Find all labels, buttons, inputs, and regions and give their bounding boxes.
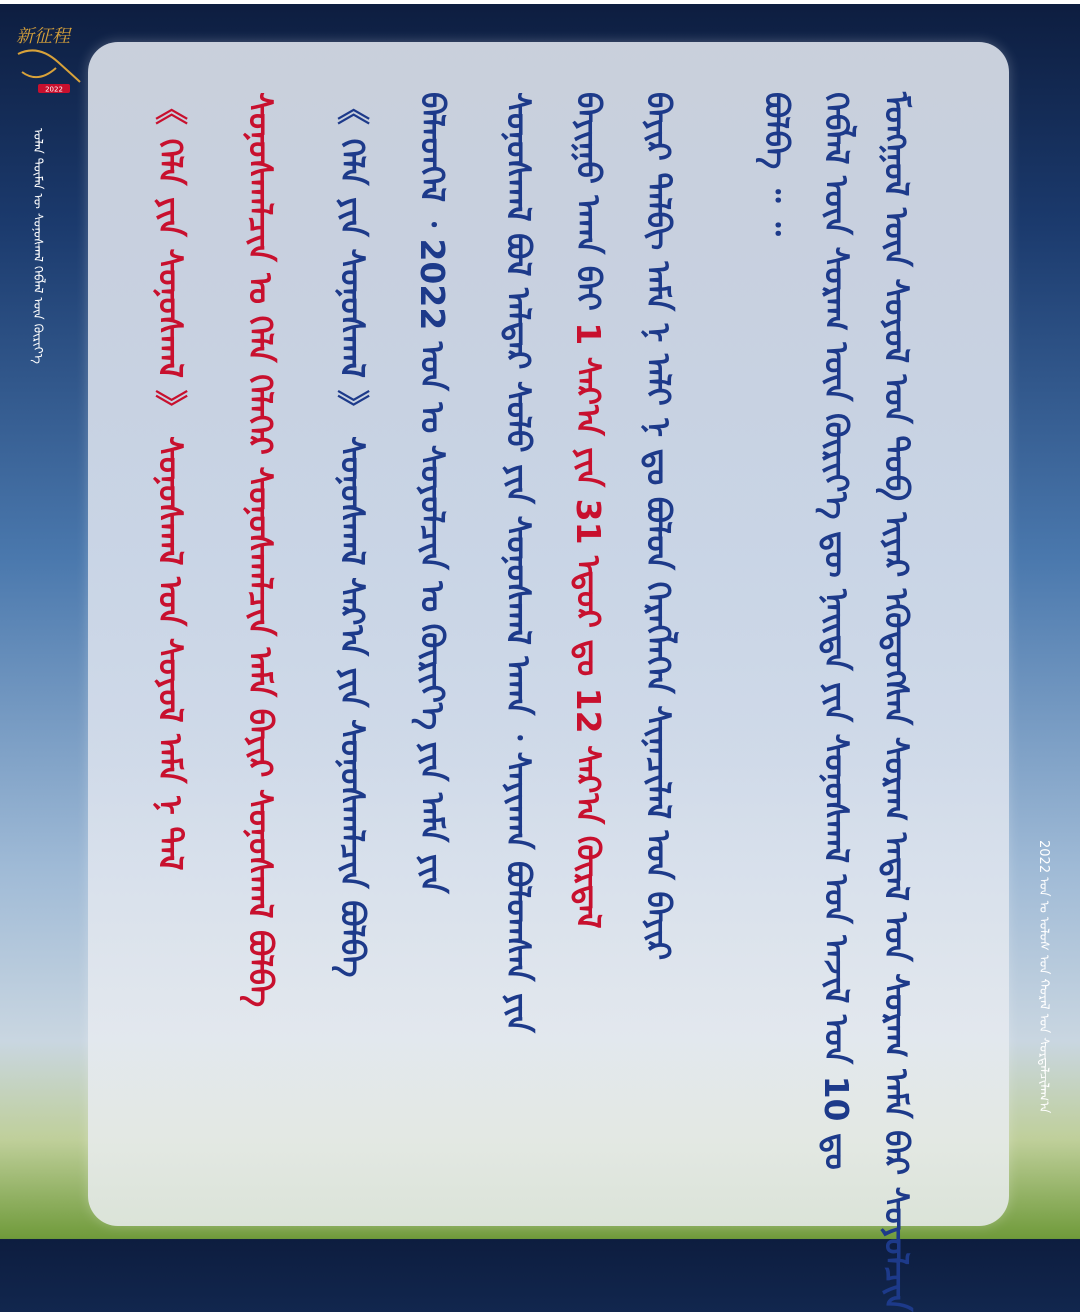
top-strip xyxy=(0,0,1080,4)
number-segment: 2022 xyxy=(413,238,452,331)
logo-text: 新征程 xyxy=(16,26,70,47)
text-segment: ᠪᠣᠯᠪᠠ ᠃ ᠃ xyxy=(757,92,796,236)
text-column-5 xyxy=(569,92,608,1172)
text-segment: ᠪᠡᠯᠡᠳᠬᠡᠯ ᠂ xyxy=(413,92,452,239)
text-segment: 12 xyxy=(569,687,608,734)
text-segment: ᠡᠳᠦᠷ ᠳᠤ xyxy=(569,544,608,688)
text-column-10 xyxy=(151,92,190,1172)
text-segment: ᠰᠣᠨᠣᠰᠬᠠᠯ ᠪᠣᠯ ᠠᠯᠳᠠᠷ ᠰᠣᠯᠣ ᠶᠢᠨ ᠰᠣᠨᠣᠰᠬᠠᠯ ᠠᠬᠠ ᠂ ᠰᠠᠶᠢᠬᠠᠨ ᠪᠣᠯᠤᠭᠰᠠᠨ ᠶᠢᠨ xyxy=(499,92,538,1033)
text-column-4 xyxy=(639,92,678,1172)
text-segment: ᠬᠡᠪᠯᠡᠯ ᠦᠨ ᠰᠤᠷᠠᠭ ᠦᠨ ᠬᠦᠷᠢᠶ᠎ᠡ ᠳᠦ ᠨᠡᠢᠲᠡ ᠶᠢᠨ ᠰᠣᠨᠣᠰᠬᠠᠯ ᠤᠨ ᠠᠵᠢᠯ ᠤᠨ xyxy=(817,92,856,1076)
text-segment: 《 ᠬᠡᠯᠡ ᠶᠢᠨ ᠰᠣᠨᠣᠰᠬᠠᠯ 》 ᠰᠣᠨᠣᠰᠬᠠᠯ ᠤᠨ ᠰᠣᠶᠣᠯ ᠠᠮᠠ ᠨ ᠲᠠᠯ xyxy=(151,92,190,871)
logo-year: 2022 xyxy=(45,85,63,94)
text-column-6 xyxy=(499,92,538,1172)
text-segment: 《 ᠬᠡᠯᠡ ᠶᠢᠨ ᠰᠣᠨᠣᠰᠬᠠᠯ 》 ᠰᠣᠨᠣᠰᠬᠠᠯ ᠰᠠᠷ᠎ᠠ ᠶᠢᠨ ᠰᠣᠨᠣᠰᠬᠠᠯᠴᠢᠨ ᠪᠣᠯᠪᠠ xyxy=(333,92,372,978)
text-column-8 xyxy=(333,92,372,1172)
text-panel xyxy=(88,42,1009,1226)
left-caption: ᠣᠯᠠᠨ ᠲᠦᠮᠡᠨ ᠦ ᠰᠣᠨᠣᠰᠬᠠᠯ ᠬᠡᠪᠯᠡᠯ ᠦᠨ ᠬᠦᠷᠢᠶ᠎ᠡ xyxy=(31,128,46,364)
right-caption: 2022 ᠣᠨ ᠤ ᠤᠯᠤᠰ ᠤᠨ ᠬᠤᠷᠠᠯ ᠤᠨ ᠰᠤᠷᠲᠠᠯᠴᠢᠯᠠᠭ᠎ᠠ xyxy=(1036,840,1051,1114)
text-segment: ᠮᠣᠩᠭᠤᠯ ᠦᠨ ᠰᠣᠶᠣᠯ ᠤᠨ ᠲᠣᠪ ᠢᠶᠠᠷ ᠡᠭᠦᠳᠦᠭᠰᠡᠨ ᠰᠤᠷᠠᠭ ᠠᠳᠠᠯ ᠤᠨ ᠰᠤᠷᠠᠭ ᠠᠮᠠ ᠪᠠᠷ ᠰᠣᠶᠣᠯᠴᠢᠨ xyxy=(877,92,916,1312)
text-segment: ᠳᠤ xyxy=(817,1121,856,1170)
logo-calligraphy-icon xyxy=(8,14,86,104)
logo xyxy=(8,14,86,104)
text-column-7 xyxy=(413,92,452,1172)
text-segment: ᠰᠠᠷ᠎ᠠ ᠬᠦᠷᠲᠡᠯ xyxy=(569,733,608,929)
text-segment: ᠰᠣᠨᠣᠰᠬᠠᠯᠴᠢᠨ ᠤ ᠬᠡᠯᠡ ᠬᠡᠯᠡᠭᠡᠷ ᠰᠣᠨᠣᠰᠬᠠᠯᠴᠢᠨ ᠠᠮᠠ ᠪᠠᠶᠢᠷ ᠰᠣᠨᠣᠰᠬᠠᠯ ᠪᠣᠯᠪᠠ xyxy=(241,92,280,1008)
text-segment: ᠪᠠᠶᠢᠭᠤ ᠠᠬᠠ ᠪᠠᠢ xyxy=(569,92,608,323)
text-segment: 1 xyxy=(569,322,608,346)
text-segment: ᠰᠠᠷ᠎ᠠ ᠶᠢᠨ xyxy=(569,345,608,499)
text-segment: 31 xyxy=(569,498,608,545)
text-column-2 xyxy=(817,92,856,1172)
number-segment: 10 xyxy=(817,1075,856,1122)
text-column-1 xyxy=(877,92,916,1312)
text-segment: ᠣᠨ ᠤ ᠰᠣᠶᠣᠯᠴᠢᠨ ᠤ ᠬᠦᠷᠢᠶ᠎ᠡ ᠶᠢᠨ ᠠᠮᠠ ᠶᠢᠨ xyxy=(413,330,452,894)
text-column-3 xyxy=(757,92,796,1172)
text-segment: ᠪᠠᠶᠢᠷ ᠲᠠᠯᠪᠢ ᠠᠮᠠ ᠨ ᠠᠯᠢ ᠨ ᠳᠤ ᠪᠣᠯᠤᠨ ᠬᠡᠷᠡᠭᠯᠡᠭᠡᠨ ᠰᠢᠨᠡᠴᠢᠯᠡᠯ ᠤᠨ ᠪᠠᠶᠢᠷ xyxy=(639,92,678,961)
text-column-9 xyxy=(241,92,280,1172)
